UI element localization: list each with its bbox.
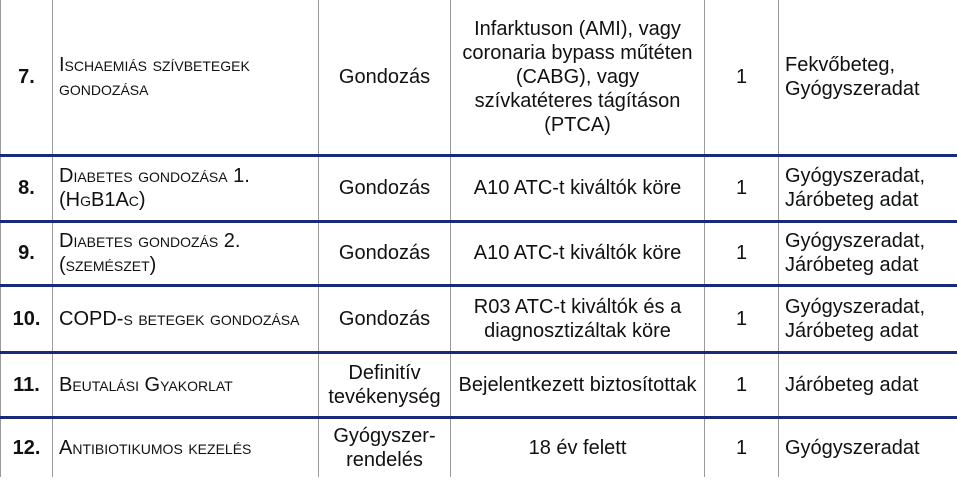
indicator-name: Antibiotikumos kezelés — [53, 417, 319, 477]
table-row — [1, 285, 957, 352]
row-number: 12. — [1, 417, 53, 477]
data-source: Gyógyszeradat, Járóbeteg adat — [779, 155, 957, 221]
indicator-name: Ischaemiás szívbetegek gondozása — [53, 0, 319, 155]
indicator-name: Diabetes gondozása 1. (HgB1Ac) — [53, 155, 319, 221]
indicator-name: Beutalási Gyakorlat — [53, 352, 319, 417]
indicator-value: 1 — [705, 352, 779, 417]
table-row — [1, 417, 957, 477]
indicator-value: 1 — [705, 417, 779, 477]
data-source: Gyógyszeradat, Járóbeteg adat — [779, 285, 957, 352]
row-number: 9. — [1, 221, 53, 285]
row-number: 7. — [1, 0, 53, 155]
target-population: A10 ATC-t kiváltók köre — [451, 221, 705, 285]
target-population: Infarktuson (AMI), vagy coronaria bypass műtéten (CABG), vagy szívkatéteres tágításon (PTCA) — [451, 0, 705, 155]
table-row — [1, 155, 957, 221]
indicator-category: Gondozás — [319, 0, 451, 155]
target-population: A10 ATC-t kiváltók köre — [451, 155, 705, 221]
data-source: Fekvőbeteg, Gyógyszeradat — [779, 0, 957, 155]
indicator-value: 1 — [705, 155, 779, 221]
data-source: Járóbeteg adat — [779, 352, 957, 417]
indicator-name: COPD-s betegek gondozása — [53, 285, 319, 352]
indicator-category: Gondozás — [319, 155, 451, 221]
target-population: Bejelentkezett biztosítottak — [451, 352, 705, 417]
indicator-category: Gondozás — [319, 285, 451, 352]
data-source: Gyógyszeradat, Járóbeteg adat — [779, 221, 957, 285]
indicator-value: 1 — [705, 221, 779, 285]
indicator-category: Definitív tevékenység — [319, 352, 451, 417]
row-number: 10. — [1, 285, 53, 352]
row-number: 8. — [1, 155, 53, 221]
table-row — [1, 221, 957, 285]
table-row — [1, 352, 957, 417]
indicator-category: Gyógyszer-rendelés — [319, 417, 451, 477]
indicator-category: Gondozás — [319, 221, 451, 285]
data-source: Gyógyszeradat — [779, 417, 957, 477]
indicator-value: 1 — [705, 0, 779, 155]
indicator-value: 1 — [705, 285, 779, 352]
target-population: R03 ATC-t kiváltók és a diagnosztizáltak köre — [451, 285, 705, 352]
indicator-name: Diabetes gondozás 2. (szemészet) — [53, 221, 319, 285]
table-row — [1, 0, 957, 155]
target-population: 18 év felett — [451, 417, 705, 477]
row-number: 11. — [1, 352, 53, 417]
